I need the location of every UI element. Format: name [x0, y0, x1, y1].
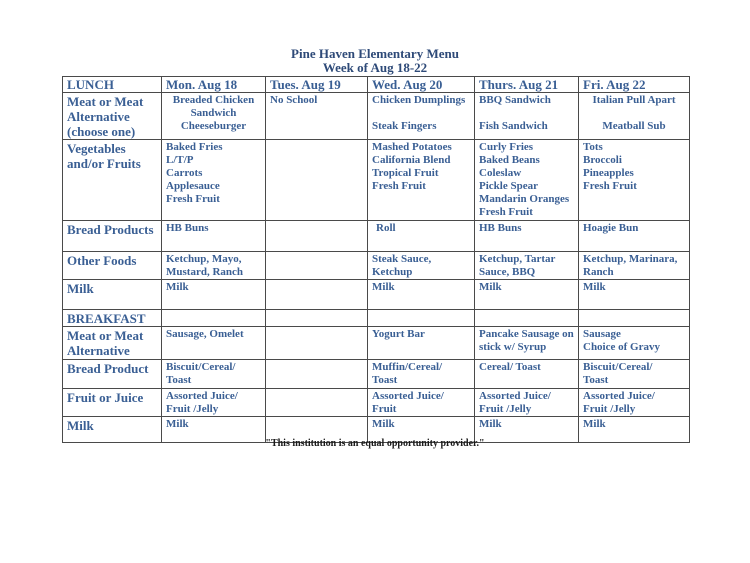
cell-wed: Roll — [368, 221, 475, 252]
cell-tue: No School — [266, 93, 368, 140]
breakfast-header-row — [63, 310, 690, 327]
cell-wed — [368, 93, 475, 140]
row-label: Meat or Meat Alternative (choose one) — [63, 93, 162, 140]
cell-wed: Yogurt Bar — [368, 327, 475, 360]
cell-line: Fruit — [372, 403, 397, 415]
breakfast-bread-row — [63, 360, 690, 389]
cell-line: Fruit /Jelly — [166, 403, 219, 415]
cell-mon: Milk — [162, 417, 266, 443]
cell-mon — [162, 389, 266, 417]
lunch-meat-row — [63, 93, 690, 140]
cell-line: Pineapples — [583, 167, 634, 179]
lunch-bread-row — [63, 221, 690, 252]
lunch-veg-row — [63, 140, 690, 221]
cell-line: Fruit /Jelly — [479, 403, 532, 415]
cell-line: BBQ Sandwich — [479, 94, 551, 106]
cell-fri: Milk — [579, 417, 690, 443]
cell-thu: Cereal/ Toast — [475, 360, 579, 389]
cell-thu — [475, 93, 579, 140]
cell-line: Tropical Fruit — [372, 167, 439, 179]
cell-fri: Hoagie Bun — [579, 221, 690, 252]
cell-line: Baked Fries — [166, 141, 223, 153]
breakfast-fruit-row — [63, 389, 690, 417]
cell-line: Choice of Gravy — [583, 341, 660, 353]
row-label: Meat or Meat Alternative — [63, 327, 162, 360]
cell-tue — [266, 327, 368, 360]
cell-line: Cheeseburger — [180, 120, 247, 132]
day-header-fri: Fri. Aug 22 — [579, 77, 690, 93]
lunch-other-row — [63, 252, 690, 280]
cell-line: Fresh Fruit — [583, 180, 637, 192]
row-label: Bread Products — [63, 221, 162, 252]
day-header-mon: Mon. Aug 18 — [162, 77, 266, 93]
cell-line: Tots — [583, 141, 603, 153]
cell-mon — [162, 140, 266, 221]
lunch-header-row — [63, 77, 690, 93]
cell-tue — [266, 221, 368, 252]
menu-table — [62, 76, 690, 443]
equal-opportunity-footer: "This institution is an equal opportunity provider." — [265, 438, 485, 449]
cell-line: Pickle Spear — [479, 180, 538, 192]
cell-line: Mandarin Oranges — [479, 193, 570, 205]
menu-subtitle: Week of Aug 18-22 — [322, 60, 428, 75]
cell-wed: Milk — [368, 280, 475, 310]
cell-line: Sausage — [583, 328, 621, 340]
cell-line: Fish Sandwich — [479, 120, 548, 132]
cell-line: Broccoli — [583, 154, 622, 166]
cell-line: L/T/P — [166, 154, 194, 166]
row-label: Milk — [63, 417, 162, 443]
cell-line: Biscuit/Cereal/ — [583, 361, 653, 373]
cell-line: Fresh Fruit — [166, 193, 220, 205]
cell-fri: Ketchup, Marinara, Ranch — [579, 252, 690, 280]
cell-wed — [368, 360, 475, 389]
breakfast-header: BREAKFAST — [63, 310, 162, 327]
cell-line: Assorted Juice/ — [583, 390, 655, 402]
cell-line: Toast — [583, 374, 609, 386]
menu-title: Pine Haven Elementary Menu — [291, 46, 459, 61]
cell-mon: Ketchup, Mayo, Mustard, Ranch — [162, 252, 266, 280]
cell-fri — [579, 327, 690, 360]
cell-mon — [162, 360, 266, 389]
row-label: Vegetables and/or Fruits — [63, 140, 162, 221]
cell-thu: Milk — [475, 280, 579, 310]
cell-line: Breaded Chicken — [172, 94, 255, 106]
cell-line: Fresh Fruit — [372, 180, 426, 192]
cell-tue — [266, 280, 368, 310]
cell-thu: HB Buns — [475, 221, 579, 252]
cell-wed: Milk — [368, 417, 475, 443]
cell-tue — [266, 252, 368, 280]
lunch-header: LUNCH — [63, 77, 162, 93]
cell-line: Toast — [166, 374, 192, 386]
cell-fri — [579, 93, 690, 140]
day-header-tue: Tues. Aug 19 — [266, 77, 368, 93]
cell-tue — [266, 360, 368, 389]
cell-fri: Milk — [579, 280, 690, 310]
cell-fri — [579, 140, 690, 221]
cell-line: Assorted Juice/ — [479, 390, 551, 402]
cell-mon: Sausage, Omelet — [162, 327, 266, 360]
cell-thu: Milk — [475, 417, 579, 443]
cell-line: Italian Pull Apart — [592, 94, 676, 106]
cell-fri — [579, 389, 690, 417]
cell-fri — [579, 360, 690, 389]
day-header-wed: Wed. Aug 20 — [368, 77, 475, 93]
day-header-thu: Thurs. Aug 21 — [475, 77, 579, 93]
cell-thu: Pancake Sausage on stick w/ Syrup — [475, 327, 579, 360]
cell-mon: Milk — [162, 280, 266, 310]
cell-line: Applesauce — [166, 180, 220, 192]
cell-line: Baked Beans — [479, 154, 540, 166]
cell-wed: Steak Sauce, Ketchup — [368, 252, 475, 280]
row-label: Fruit or Juice — [63, 389, 162, 417]
cell-tue — [266, 140, 368, 221]
cell-line: Carrots — [166, 167, 203, 179]
cell-line: Muffin/Cereal/ — [372, 361, 443, 373]
cell-thu — [475, 389, 579, 417]
cell-line: Assorted Juice/ — [372, 390, 444, 402]
row-label: Bread Product — [63, 360, 162, 389]
cell-line: Biscuit/Cereal/ — [166, 361, 236, 373]
cell-mon: HB Buns — [162, 221, 266, 252]
cell-line: Meatball Sub — [602, 120, 666, 132]
cell-line: Mashed Potatoes — [372, 141, 452, 153]
cell-wed — [368, 140, 475, 221]
row-label: Milk — [63, 280, 162, 310]
cell-line: Toast — [372, 374, 398, 386]
cell-line: Fresh Fruit — [479, 206, 533, 218]
cell-line: Coleslaw — [479, 167, 522, 179]
cell-line: Assorted Juice/ — [166, 390, 238, 402]
cell-wed — [368, 389, 475, 417]
cell-line: Fruit /Jelly — [583, 403, 636, 415]
cell-thu — [475, 140, 579, 221]
cell-thu: Ketchup, Tartar Sauce, BBQ — [475, 252, 579, 280]
cell-line: Sandwich — [190, 107, 237, 119]
cell-tue — [266, 389, 368, 417]
cell-mon — [162, 93, 266, 140]
row-label: Other Foods — [63, 252, 162, 280]
breakfast-meat-row — [63, 327, 690, 360]
cell-line: Steak Fingers — [372, 120, 437, 132]
cell-line: Chicken Dumplings — [372, 94, 466, 106]
cell-line: California Blend — [372, 154, 451, 166]
cell-line: Curly Fries — [479, 141, 534, 153]
lunch-milk-row — [63, 280, 690, 310]
